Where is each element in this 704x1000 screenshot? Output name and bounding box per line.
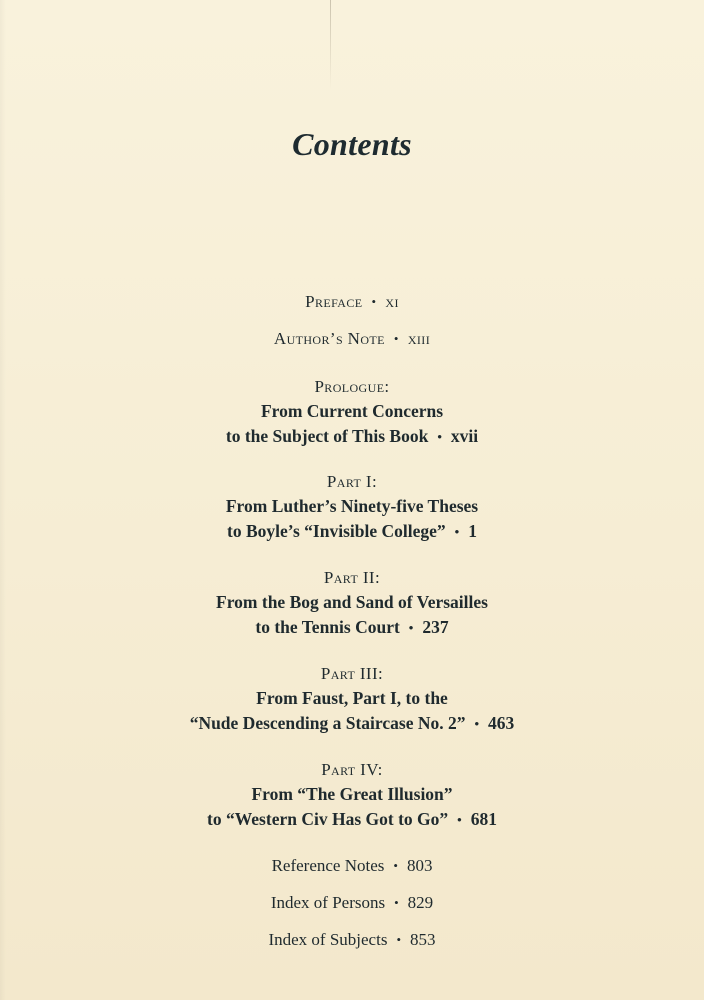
toc-page-number: 463 <box>488 713 515 733</box>
toc-title-line: From Faust, Part I, to the <box>256 688 448 708</box>
page-crease <box>330 0 331 90</box>
toc-entry-index-persons <box>0 890 704 916</box>
toc-heading: Part IV: <box>321 760 383 779</box>
toc-page-number: xiii <box>407 329 431 348</box>
toc-title-text: to the Tennis Court <box>255 617 400 637</box>
toc-title-line: From “The Great Illusion” <box>251 784 453 804</box>
toc-page-number: 237 <box>422 617 449 637</box>
toc-page-number: 853 <box>410 930 436 949</box>
toc-title-line: From Current Concerns <box>260 401 444 421</box>
toc-title-text: to Boyle’s “Invisible College” <box>227 521 446 541</box>
separator-dot: • <box>457 812 462 827</box>
separator-dot: • <box>408 620 414 635</box>
separator-dot: • <box>371 294 377 309</box>
toc-title-text: to “Western Civ Has Got to Go” <box>207 809 449 829</box>
toc-title-line <box>0 711 704 737</box>
toc-entry-part-1 <box>0 469 704 545</box>
toc-title-text: to the Subject of This Book <box>225 426 429 446</box>
toc-title-line: From the Bog and Sand of Versailles <box>216 592 488 612</box>
toc-page-number: xvii <box>450 426 479 446</box>
toc-title-line <box>0 615 704 641</box>
separator-dot: • <box>394 895 399 910</box>
toc-entry-reference-notes <box>0 853 704 879</box>
toc-title-text: “Nude Descending a Staircase No. 2” <box>189 713 466 733</box>
separator-dot: • <box>437 429 442 444</box>
toc-heading: Part II: <box>323 568 381 587</box>
separator-dot: • <box>474 716 480 731</box>
toc-title-line: From Luther’s Ninety-five Theses <box>225 496 479 516</box>
toc-entry-part-2 <box>0 565 704 641</box>
toc-heading: Part I: <box>326 472 378 491</box>
page-title: Contents <box>292 126 412 162</box>
toc-label: Index of Subjects <box>268 930 388 949</box>
separator-dot: • <box>393 858 398 873</box>
toc-entry-preface <box>0 289 704 315</box>
toc-title-line <box>0 519 704 545</box>
separator-dot: • <box>393 331 399 346</box>
toc-title-line <box>0 807 704 833</box>
toc-heading: Prologue: <box>314 377 390 396</box>
toc-page-number: 1 <box>468 521 477 541</box>
toc-title-line <box>0 424 704 450</box>
separator-dot: • <box>396 932 402 947</box>
toc-page-number: 803 <box>406 856 433 875</box>
toc-entry-index-subjects <box>0 927 704 953</box>
toc-label: Author’s Note <box>273 329 385 348</box>
toc-page-number: 681 <box>470 809 497 829</box>
separator-dot: • <box>454 524 460 539</box>
toc-heading: Part III: <box>320 664 384 683</box>
toc-label: Reference Notes <box>271 856 385 875</box>
toc-label: Preface <box>305 292 363 311</box>
toc-entry-part-3 <box>0 661 704 737</box>
toc-entry-prologue <box>0 374 704 450</box>
toc-page-number: 829 <box>407 893 434 912</box>
toc-page-number: xi <box>385 292 399 311</box>
toc-label: Index of Persons <box>270 893 386 912</box>
toc-entry-authors-note <box>0 326 704 352</box>
toc-entry-part-4 <box>0 757 704 833</box>
